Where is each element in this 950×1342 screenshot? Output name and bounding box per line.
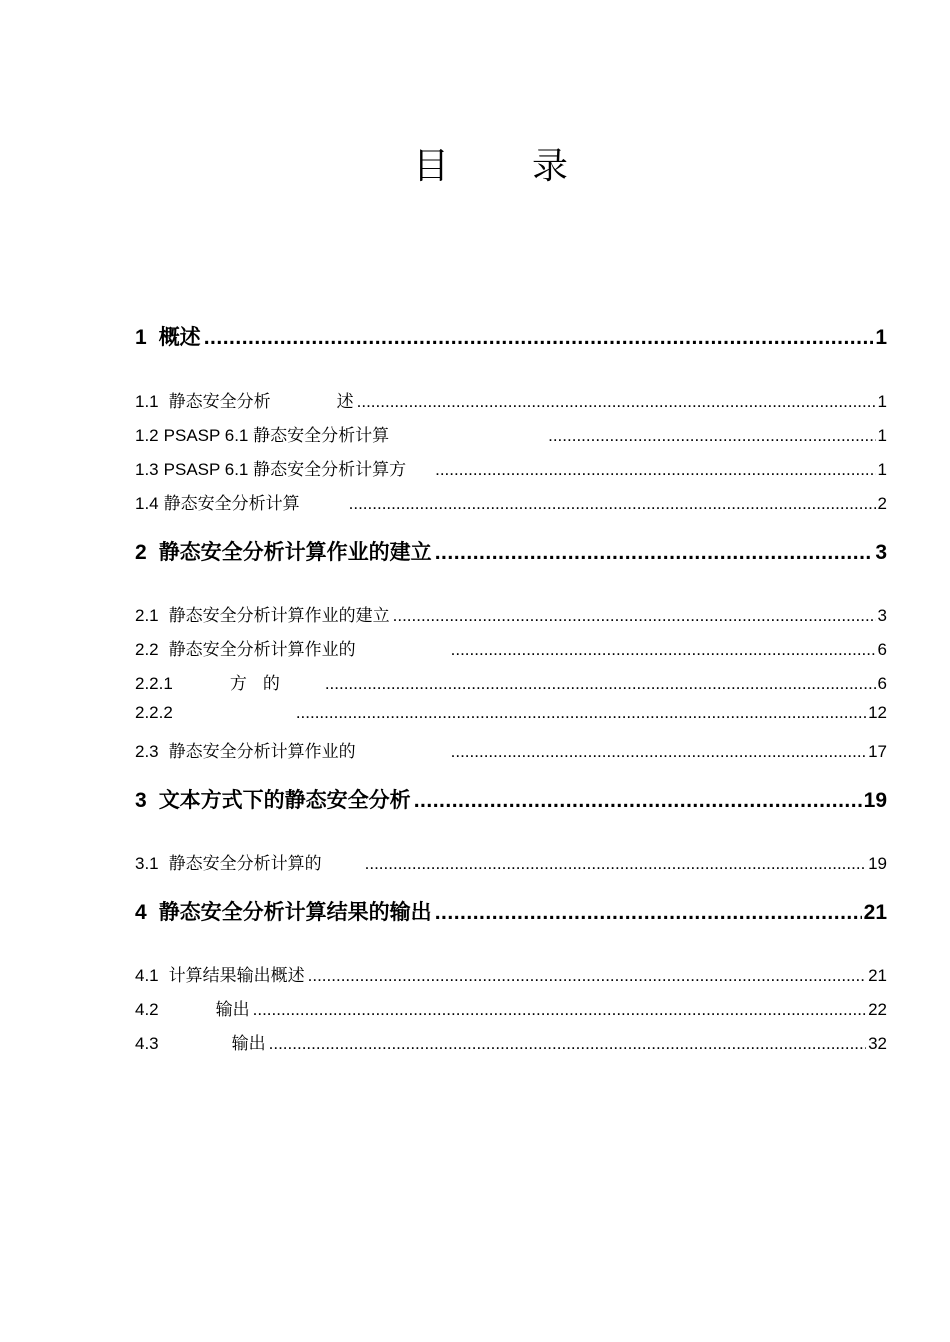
toc-entry-1-3[interactable]	[135, 455, 887, 479]
toc-page-number: 17	[868, 742, 887, 761]
toc-page-number: 19	[863, 789, 887, 812]
toc-entry-number: 2	[135, 541, 147, 564]
toc-entry-number: 2.2	[135, 640, 159, 659]
toc-entry-2-3[interactable]	[135, 737, 887, 761]
toc-entry-number: 2.1	[135, 606, 159, 625]
toc-entry-number: 4.2	[135, 1000, 159, 1019]
toc-entry-number: 2.2.1	[135, 674, 173, 693]
toc-page-number: 1	[877, 392, 887, 411]
toc-dot-leader	[435, 460, 875, 480]
toc-entry-4-3[interactable]	[135, 1029, 887, 1053]
toc-dot-leader	[253, 1000, 866, 1020]
toc-entry-number: 3.1	[135, 854, 159, 873]
toc-entry-2-2[interactable]	[135, 635, 887, 659]
toc-entry-text: 静态安全分析计算的	[168, 854, 322, 873]
toc-entry-text: 静态安全分析计算作业的	[168, 640, 356, 659]
toc-dot-leader	[451, 742, 866, 762]
toc-page-number: 6	[877, 674, 887, 693]
toc-dot-leader	[357, 392, 876, 412]
toc-entry-number: 3	[135, 789, 147, 812]
toc-page-number: 22	[868, 1000, 887, 1019]
toc-dot-leader	[451, 640, 876, 660]
toc-page-number: 1	[875, 326, 887, 349]
toc-entry-4[interactable]	[135, 896, 887, 926]
toc-page-number: 1	[877, 426, 887, 445]
toc-entry-number: 2.3	[135, 742, 159, 761]
toc-entry-text: 静态安全分析计算作业的	[168, 742, 356, 761]
toc-entry-number: 4.3	[135, 1034, 159, 1053]
toc-entry-number: 2.2.2	[135, 703, 173, 722]
toc-entry-1-4[interactable]	[135, 489, 887, 513]
toc-title-char-1: 目	[413, 146, 450, 187]
toc-entry-text: 静态安全分析计算结果的输出	[158, 901, 432, 924]
toc-entry-text: 输出	[215, 1000, 250, 1019]
toc-entry-number: 1.1	[135, 392, 159, 411]
toc-entry-text: 静态安全分析计算作业的建立	[158, 541, 432, 564]
toc-entry-text-2: 述	[336, 392, 354, 411]
toc-dot-leader	[308, 966, 866, 986]
toc-entry-text-2: 的	[262, 674, 280, 693]
toc-page-number: 32	[868, 1034, 887, 1053]
toc-entry-2-1[interactable]	[135, 601, 887, 625]
toc-entry-number: 4	[135, 901, 147, 924]
toc-entry-number: 1.3	[135, 460, 159, 479]
toc-dot-leader	[349, 494, 876, 514]
toc-dot-leader	[325, 674, 876, 694]
toc-entry-text: PSASP 6.1 静态安全分析计算	[163, 426, 390, 445]
toc-dot-leader	[435, 901, 862, 925]
toc-entry-number: 1	[135, 326, 147, 349]
toc-entry-2[interactable]	[135, 536, 887, 566]
toc-entry-text: 计算结果输出概述	[168, 966, 305, 985]
toc-dot-leader	[435, 541, 874, 565]
toc-entry-2-2-2[interactable]	[135, 703, 887, 727]
toc-entry-number: 1.4	[135, 494, 159, 513]
toc-page-number: 3	[875, 541, 887, 564]
toc-dot-leader	[365, 854, 866, 874]
toc-page-number: 19	[868, 854, 887, 873]
toc-entry-text: 概述	[158, 326, 201, 349]
toc-entry-number: 4.1	[135, 966, 159, 985]
toc-dot-leader	[269, 1034, 866, 1054]
toc-entry-1[interactable]	[135, 321, 887, 351]
toc-entry-text: 静态安全分析	[168, 392, 271, 411]
toc-entry-1-2[interactable]	[135, 421, 887, 445]
toc-page-number: 21	[868, 966, 887, 985]
toc-entry-number: 1.2	[135, 426, 159, 445]
toc-page-number: 3	[877, 606, 887, 625]
toc-entry-1-1[interactable]	[135, 387, 887, 411]
toc-entry-text: 文本方式下的静态安全分析	[158, 789, 411, 812]
toc-entry-4-1[interactable]	[135, 961, 887, 985]
toc-entry-4-2[interactable]	[135, 995, 887, 1019]
toc-entry-3[interactable]	[135, 784, 887, 814]
toc-title	[0, 145, 950, 195]
toc-page-number: 12	[868, 703, 887, 722]
toc-page-number: 1	[877, 460, 887, 479]
toc-dot-leader	[548, 426, 875, 446]
toc-dot-leader	[414, 789, 862, 813]
toc-title-char-2: 录	[532, 146, 569, 187]
toc-entry-2-2-1[interactable]	[135, 669, 887, 693]
toc-entry-text: PSASP 6.1 静态安全分析计算方	[163, 460, 407, 479]
toc-page-number: 21	[863, 901, 887, 924]
toc-entry-text: 静态安全分析计算作业的建立	[168, 606, 390, 625]
toc-page-number: 6	[877, 640, 887, 659]
toc-entry-text: 静态安全分析计算	[163, 494, 300, 513]
toc-dot-leader	[204, 326, 874, 350]
toc-entry-text: 方	[229, 674, 247, 693]
toc-entry-3-1[interactable]	[135, 849, 887, 873]
toc-dot-leader	[296, 703, 866, 723]
toc-entry-text: 输出	[231, 1034, 266, 1053]
toc-dot-leader	[393, 606, 876, 626]
toc-page-number: 2	[877, 494, 887, 513]
